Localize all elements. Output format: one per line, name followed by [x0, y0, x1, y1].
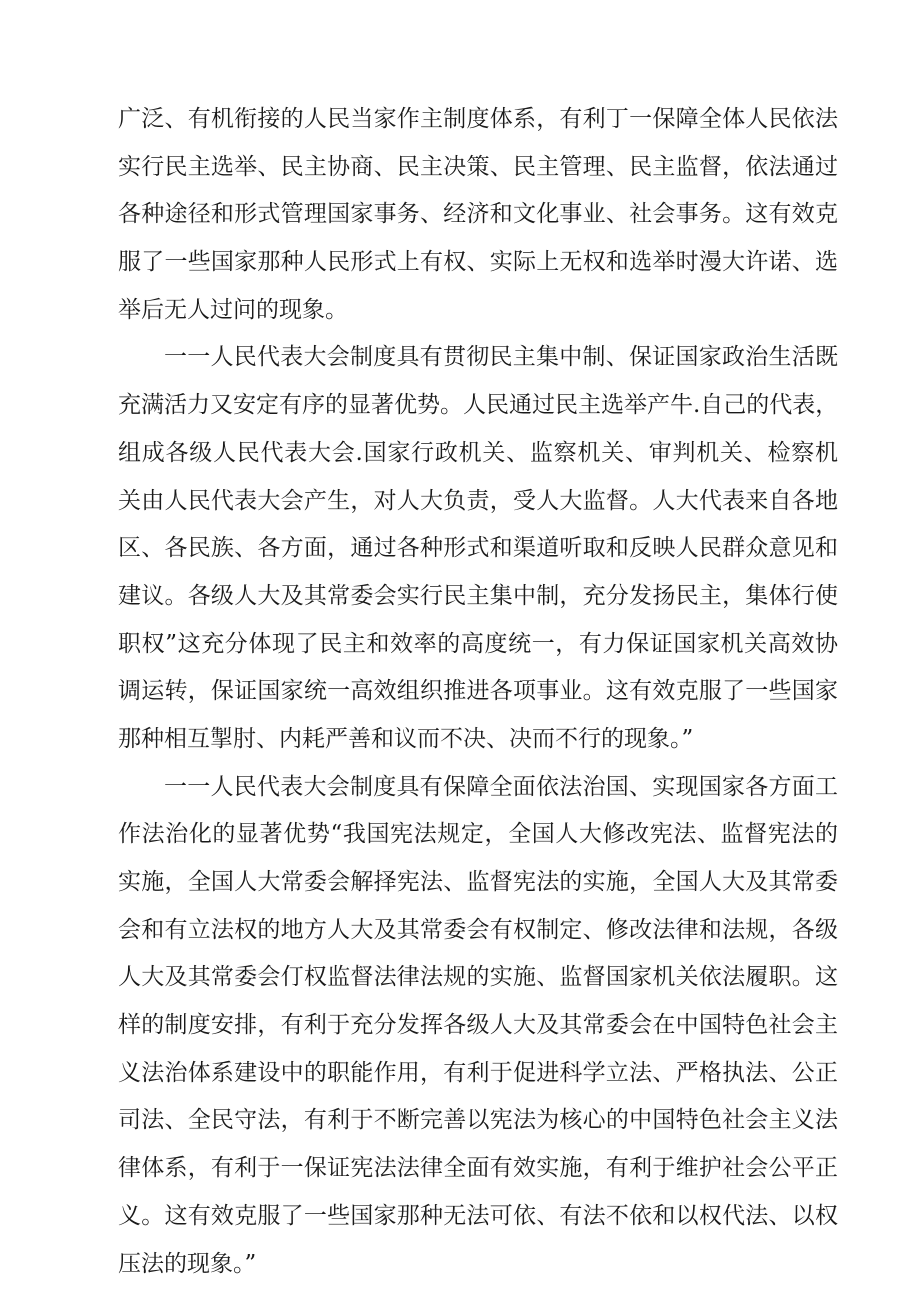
text-line: 职权”这充分体现了民主和效率的高度统一，有力保证国家机关高效协: [118, 630, 838, 657]
text-line: 实施，全国人大常委会解择宪法、监督宪法的实施，全国人大及其常委: [118, 869, 838, 895]
text-line: 举后无人过问的现象。: [118, 296, 348, 323]
text-line: 调运转，保证国家统一高效组织推进各项事业。这有效克服了一些国家: [118, 678, 838, 705]
text-line: 关由人民代表大会产生，对人大负责，受人大监督。人大代表来自各地: [118, 487, 838, 514]
text-line: 服了一些国家那种人民形式上有权、实际上无权和选举时漫大许诺、选: [118, 249, 838, 276]
text-line: 一一人民代表大会制度具有保障全面依法治国、实现国家各方面工: [164, 773, 838, 800]
text-line: 区、各民族、各方面，通过各种形式和渠道听取和反映人民群众意见和: [118, 535, 838, 562]
text-line: 会和有立法权的地方人大及其常委会有权制定、修改法律和法规，各级: [118, 916, 838, 943]
text-line: 充满活力又安定有序的显著优势。人民通过民主选举产牛.自己的代表，: [118, 392, 839, 419]
text-line: 义法治体系建设中的职能作用，有利于促进科学立法、严格执法、公正: [118, 1059, 838, 1086]
text-line: 广泛、有机衔接的人民当家作主制度体系，有利丁一保障全体人民依法: [118, 106, 838, 132]
paragraph-1: [118, 96, 838, 334]
text-line: 压法的现象。”: [118, 1250, 257, 1277]
text-line: 作法治化的显著优势“我国宪法规定，全国人大修改宪法、监督宪法的: [118, 821, 838, 848]
text-line: 律体系，有利于一保证宪法法律全面有效实施，有利于维护社会公平正: [118, 1155, 838, 1182]
text-line: 一一人民代表大会制度具有贯彻民主集中制、保证国家政治生活既: [164, 344, 838, 371]
text-line: 建议。各级人大及其常委会实行民主集中制，充分发扬民主，集体行使: [118, 582, 838, 609]
text-line: 组成各级人民代表大会.国家行政机关、监察机关、审判机关、检察机: [118, 439, 838, 466]
text-line: 样的制度安排，有利于充分发挥各级人大及其常委会在中国特色社会主: [118, 1012, 838, 1039]
document-body: [118, 96, 838, 1288]
text-line: 实行民主选举、民主协商、民主决策、民主管理、民主监督，依法通过: [118, 153, 838, 180]
text-line: 各种途径和形式管理国家事务、经济和文化事业、社会事务。这有效克: [118, 201, 838, 228]
text-line: 人大及其常委会仃权监督法律法规的实施、监督国家机关依法履职。这: [118, 964, 838, 991]
text-line: 义。这有效克服了一些国家那种无法可依、有法不依和以权代法、以权: [118, 1202, 838, 1229]
paragraph-3: [118, 764, 838, 1289]
paragraph-2: [118, 334, 838, 763]
text-line: 那种相互掣肘、内耗严善和议而不决、决而不行的现象。”: [118, 725, 694, 752]
text-line: 司法、全民守法，有利于不断完善以宪法为核心的中国特色社会主义法: [118, 1107, 838, 1134]
